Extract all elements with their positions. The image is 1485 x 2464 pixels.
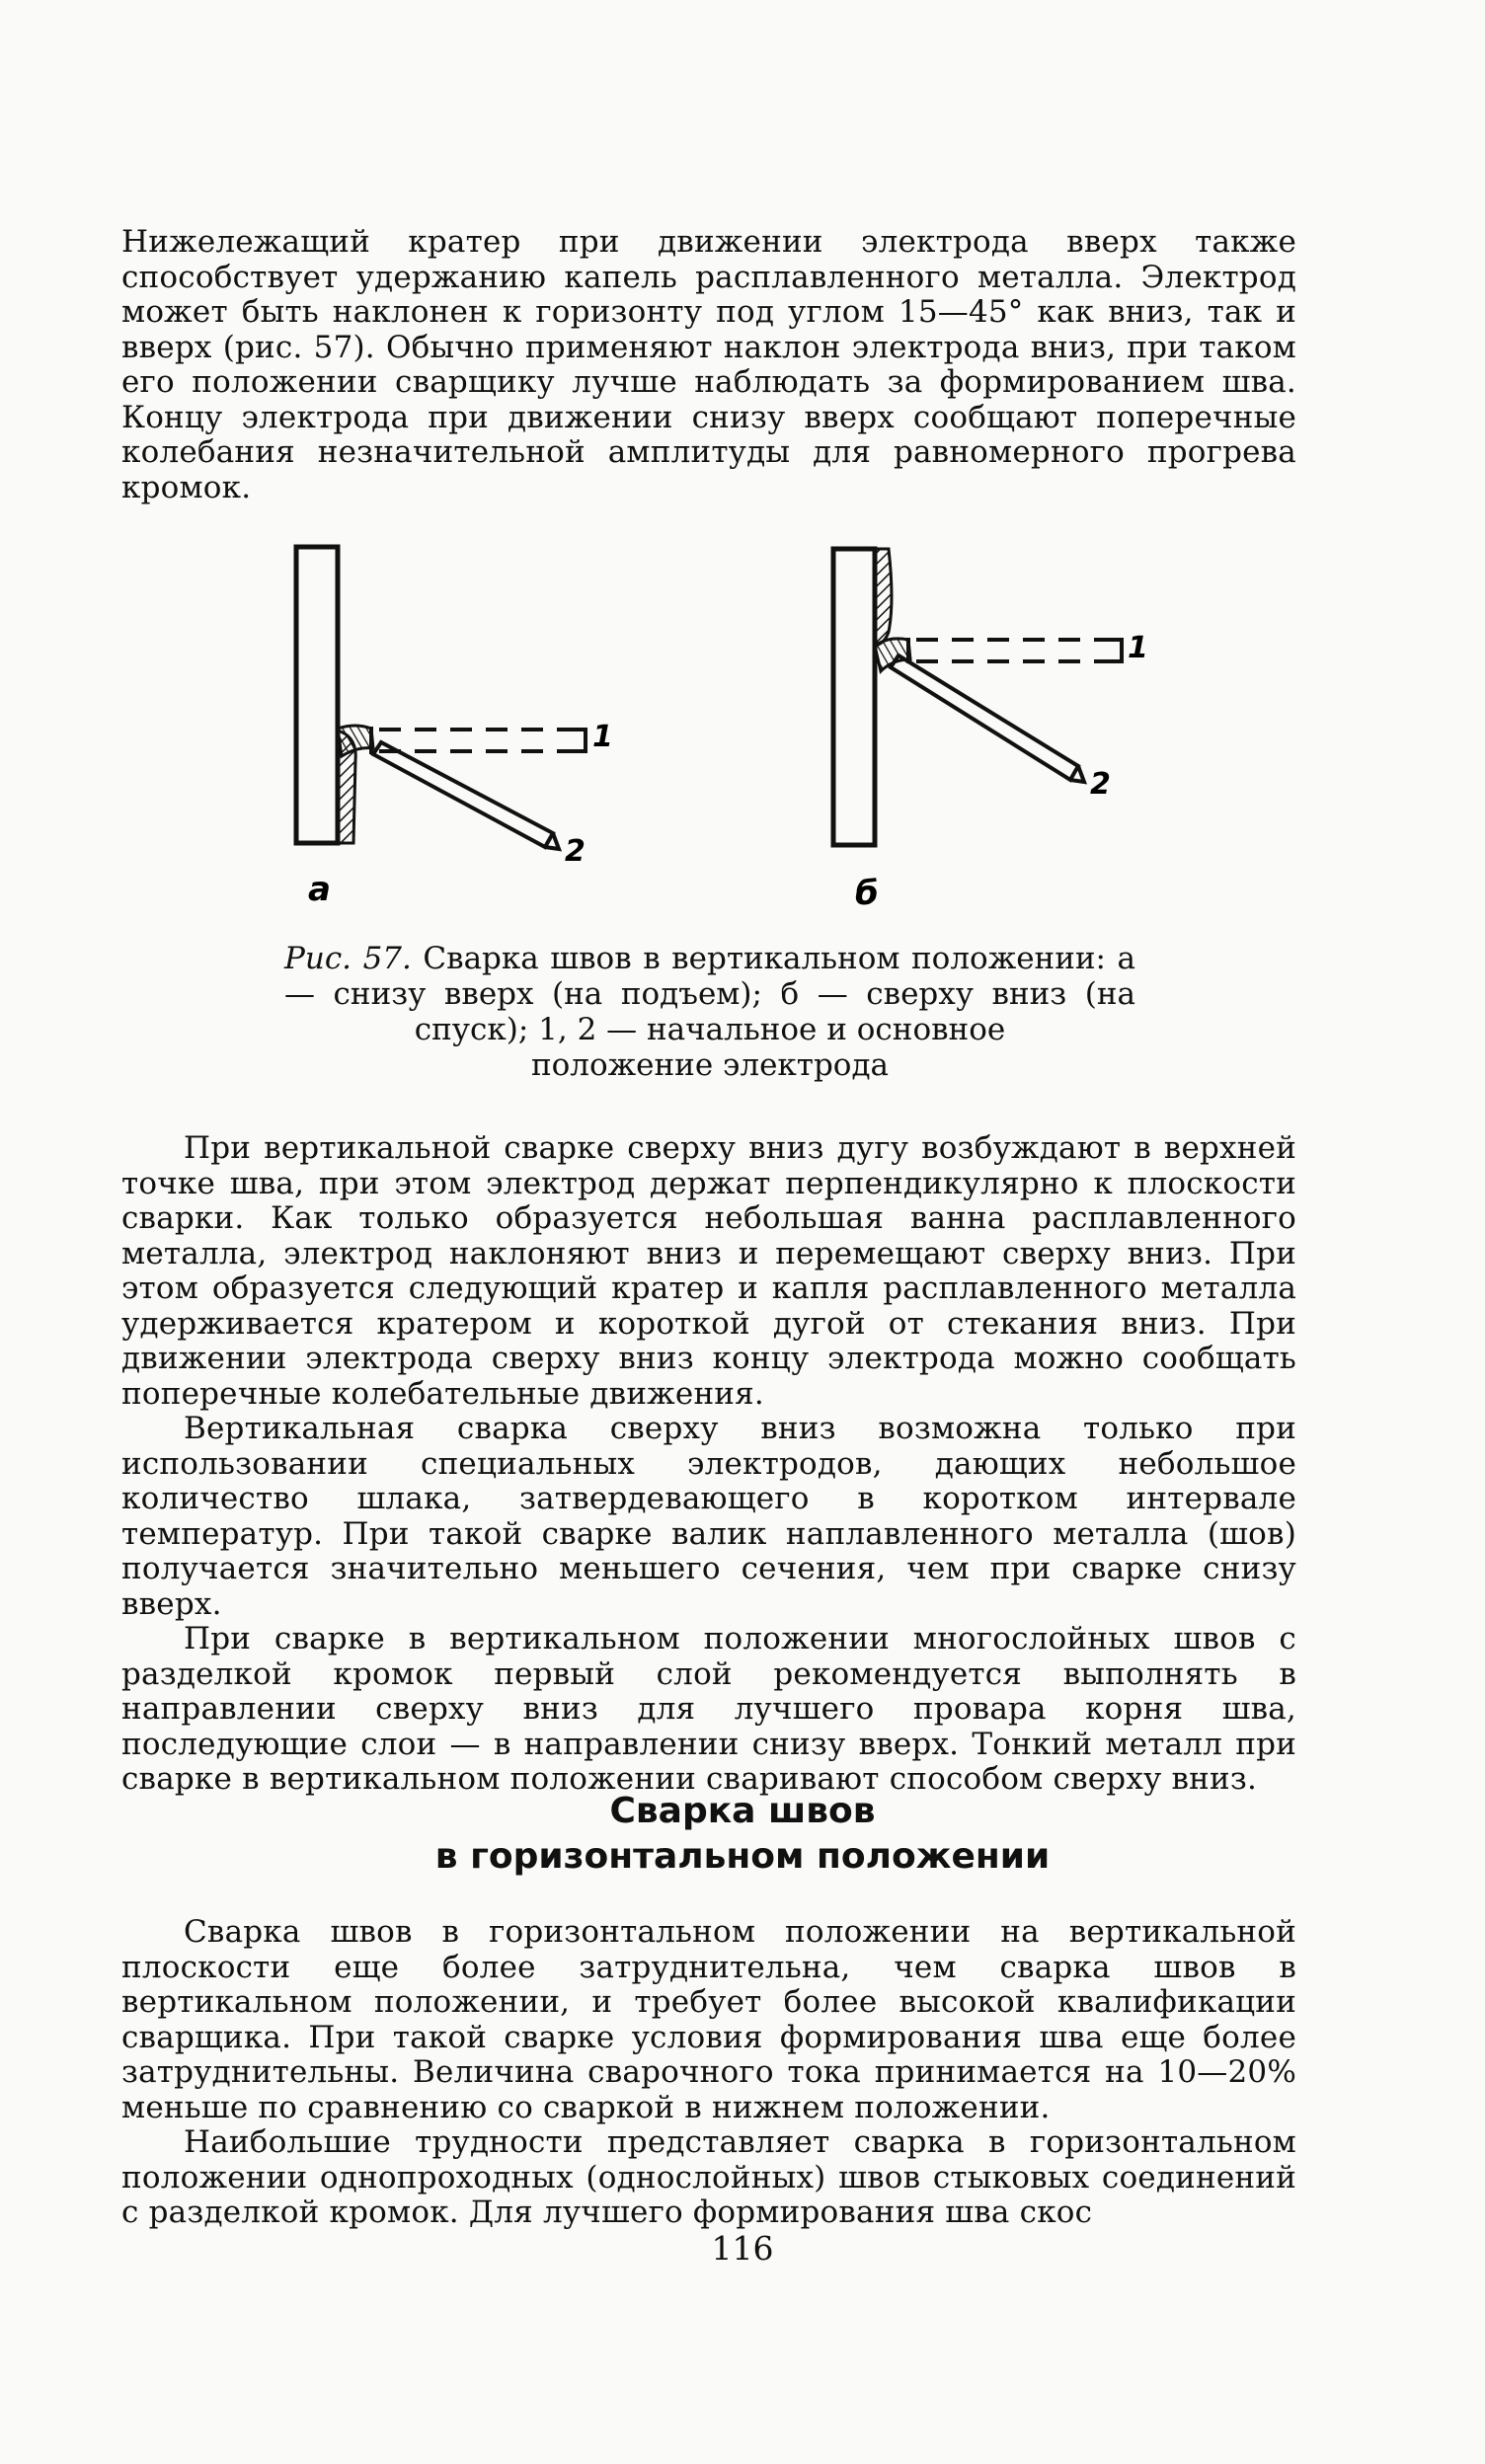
figure-57-drawing bbox=[178, 513, 1205, 948]
label-2-b: 2 bbox=[1090, 767, 1111, 802]
page-number: 116 bbox=[711, 2229, 774, 2268]
weld-bead-b bbox=[875, 549, 892, 646]
paragraph-middle-2: Вертикальная сварка сверху вниз возможна только при использовании специальных электродов, дающих небольшое количество шлака, затвердевающего в коротком интервале температур. При такой сварке валик наплавленного металла (шов) получается значительно меньшего сечения, чем при сварке снизу вверх. bbox=[121, 1411, 1296, 1622]
top-text-block bbox=[121, 225, 1296, 505]
figure-57 bbox=[178, 513, 1205, 948]
paragraph-bottom-1: Сварка швов в горизонтальном положении на вертикальной плоскости еще более затруднительна, чем сварка швов в вертикальном положении, и требует более высокой квалификации сварщика. При такой сварке условия формирования шва еще более затруднительны. Величина сварочного тока принимается на 10—20% меньше по сравнению со сваркой в нижнем положении. bbox=[121, 1914, 1296, 2125]
figure-caption bbox=[284, 941, 1135, 1083]
label-1-b: 1 bbox=[1128, 631, 1148, 665]
section-heading bbox=[0, 1789, 1485, 1880]
caption-last-line: положение электрода bbox=[530, 1047, 890, 1083]
caption-text: Сварка швов в вертикальном положении: а — снизу вверх (на подъем); б — сверху вниз (на спуск); 1, 2 — начальное и основное bbox=[284, 941, 1135, 1047]
middle-text-block bbox=[121, 1131, 1296, 1798]
caption-label: Рис. 57. bbox=[284, 941, 412, 976]
electrode-main-a bbox=[373, 742, 553, 847]
plate-b bbox=[833, 549, 875, 845]
label-1-a: 1 bbox=[592, 720, 613, 754]
paragraph-top: Нижележащий кратер при движении электрода вверх также способствует удержанию капель расплавленного металла. Электрод может быть наклонен к горизонту под углом 15—45° как вниз, так и вверх (рис. 57). Обычно применяют наклон электрода вниз, при таком его положении сварщику лучше наблюдать за формированием шва. Концу электрода при движении снизу вверх сообщают поперечные колебания незначительной амплитуды для равномерного прогрева кромок. bbox=[121, 224, 1296, 505]
paragraph-middle-3: При сварке в вертикальном положении многослойных швов с разделкой кромок первый слой рекомендуется выполнять в направлении сверху вниз для лучшего провара корня шва, последующие слои — в направлении снизу вверх. Тонкий металл при сварке в вертикальном положении сваривают способом сверху вниз. bbox=[121, 1621, 1296, 1797]
bottom-text-block bbox=[121, 1915, 1296, 2231]
panel-a-label: а bbox=[308, 870, 331, 909]
panel-a-drawing bbox=[296, 547, 613, 909]
paragraph-bottom-2: Наибольшие трудности представляет сварка в горизонтальном положении однопроходных (однослойных) швов стыковых соединений с разделкой кромок. Для лучшего формирования шва скос bbox=[121, 2124, 1296, 2230]
label-2-a: 2 bbox=[565, 834, 586, 869]
panel-b-label: б bbox=[855, 874, 879, 913]
panel-b-drawing bbox=[833, 549, 1148, 913]
paragraph-middle-1: При вертикальной сварке сверху вниз дугу возбуждают в верхней точке шва, при этом электрод держат перпендикулярно к плоскости сварки. Как только образуется небольшая ванна расплавленного металла, электрод наклоняют вниз и перемещают сверху вниз. При этом образуется следующий кратер и капля расплавленного металла удерживается кратером и короткой дугой от стекания вниз. При движении электрода сверху вниз концу электрода можно сообщать поперечные колебательные движения. bbox=[121, 1130, 1296, 1412]
plate-a bbox=[296, 547, 338, 843]
heading-line-1: Сварка швов bbox=[609, 1791, 876, 1831]
heading-line-2: в горизонтальном положении bbox=[434, 1836, 1051, 1877]
electrode-main-b bbox=[891, 655, 1078, 780]
